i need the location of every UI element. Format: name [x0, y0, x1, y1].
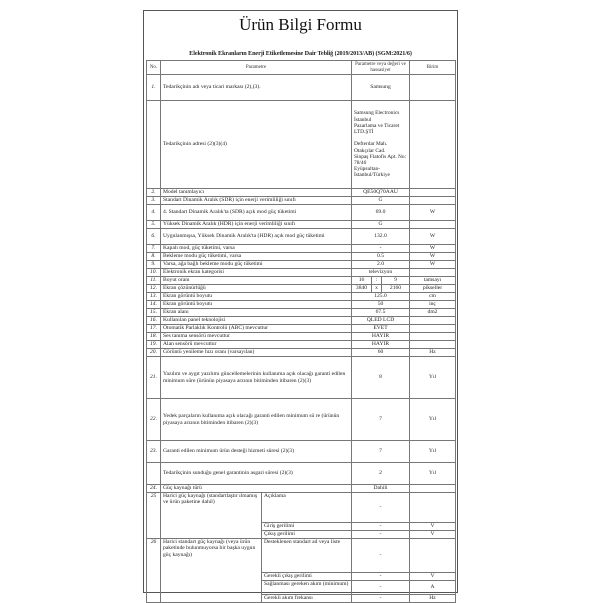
- row-number: 9.: [147, 261, 161, 269]
- row-number: 23.: [147, 441, 161, 463]
- header-unit: Birim: [410, 61, 456, 75]
- row-number: 13.: [147, 293, 161, 301]
- unit: [410, 317, 456, 325]
- unit: W: [410, 245, 456, 253]
- sub-parameter-label: Giriş gerilimi: [262, 523, 352, 531]
- unit: W: [410, 229, 456, 245]
- parameter-value: -: [352, 245, 410, 253]
- sub-parameter-label: Gerekli akım frekansı: [262, 595, 352, 603]
- parameter-label: Elektronik ekran kategorisi: [161, 269, 352, 277]
- address-line: Sinpaş Flatofis Apt. No: 78/46: [354, 153, 407, 166]
- parameter-value: QLED LCD: [352, 317, 410, 325]
- unit: [410, 539, 456, 573]
- row-number: [147, 101, 161, 189]
- parameter-label: Kullanılan panel teknolojisi: [161, 317, 352, 325]
- product-info-sheet: [143, 10, 458, 602]
- parameter-label: Boyut oranı: [161, 277, 352, 285]
- product-info-table: [146, 60, 456, 603]
- parameter-value: Dahili: [352, 485, 410, 493]
- parameter-value: 7: [352, 441, 410, 463]
- row-number: 22.: [147, 399, 161, 441]
- sub-parameter-label: Gerekli çıkış gerilimi: [262, 573, 352, 581]
- parameter-label: Standart Dinamik Aralık (SDR) için enerji verimliliği sınıfı: [161, 197, 352, 205]
- table-row: [147, 189, 456, 197]
- parameter-value: 132.0: [352, 229, 410, 245]
- parameter-label: Ekran görüntü boyutu: [161, 301, 352, 309]
- row-number: 6.: [147, 229, 161, 245]
- parameter-value: HAYIR: [352, 333, 410, 341]
- parameter-value: G: [352, 197, 410, 205]
- parameter-label: Ekran görüntü boyutu: [161, 293, 352, 301]
- sub-parameter-label: Sağlanması gereken akım (minimum): [262, 581, 352, 595]
- table-row: [147, 539, 456, 573]
- parameter-label: 4. Standart Dinamik Aralık'ta (SDR) açık mod güç tüketimi: [161, 205, 352, 221]
- unit: tamsayı: [410, 277, 456, 285]
- row-number: 21.: [147, 357, 161, 399]
- parameter-label: Bekleme modu güç tüketimi, varsa: [161, 253, 352, 261]
- page-title: Ürün Bilgi Formu: [239, 15, 362, 34]
- table-row: [147, 253, 456, 261]
- parameter-value: -: [352, 595, 410, 603]
- parameter-value: 8: [352, 357, 410, 399]
- unit: Yıl: [410, 357, 456, 399]
- unit: [410, 333, 456, 341]
- unit: dm2: [410, 309, 456, 317]
- parameter-value: -: [352, 523, 410, 531]
- parameter-value: 0.5: [352, 253, 410, 261]
- parameter-label: Yedek parçaların kullanıma açık olacağı garanti edilen minimum sü re (ürünün piyasaya arzının bitiminden itibaren (2)(3): [161, 399, 352, 441]
- unit: inç: [410, 301, 456, 309]
- unit: [410, 101, 456, 189]
- parameter-label: Tedarikçinin adı veya ticari markası (2),(3).: [161, 75, 352, 101]
- table-row: [147, 293, 456, 301]
- table-row: [147, 261, 456, 269]
- table-row: [147, 399, 456, 441]
- table-row: [147, 301, 456, 309]
- parameter-value: G: [352, 221, 410, 229]
- parameter-label: Harici güç kaynağı (standartlaştır ılmamış ve ürün paketine dahil): [161, 493, 262, 539]
- row-number: 18.: [147, 333, 161, 341]
- row-number: 10.: [147, 269, 161, 277]
- parameter-label: Harici standart güç kaynağı (veya ürün paketinde bulunmuyorsa bir başka uygun güç kaynağı): [161, 539, 262, 603]
- row-number: 8.: [147, 253, 161, 261]
- unit: [410, 341, 456, 349]
- unit: cm: [410, 293, 456, 301]
- unit: Yıl: [410, 441, 456, 463]
- parameter-label: Ekran alanı: [161, 309, 352, 317]
- parameter-value: HAYIR: [352, 341, 410, 349]
- unit: [410, 75, 456, 101]
- value-separator: x: [372, 285, 382, 293]
- table-row: [147, 341, 456, 349]
- unit: Yıl: [410, 399, 456, 441]
- parameter-label: Varsa, ağa bağlı bekleme modu güç tüketimi: [161, 261, 352, 269]
- parameter-value: 50: [352, 301, 410, 309]
- unit: V: [410, 523, 456, 531]
- sub-parameter-label: Desteklenen standart ad veya liste: [262, 539, 352, 573]
- table-row: [147, 357, 456, 399]
- table-row: [147, 325, 456, 333]
- parameter-value: -: [352, 493, 410, 523]
- parameter-value: 69.0: [352, 205, 410, 221]
- table-row: [147, 493, 456, 523]
- table-row: [147, 317, 456, 325]
- unit: [410, 325, 456, 333]
- parameter-label: Kapalı mod, güç tüketimi, varsa: [161, 245, 352, 253]
- row-number: 7.: [147, 245, 161, 253]
- table-row: [147, 333, 456, 341]
- parameter-value: 125.0: [352, 293, 410, 301]
- row-number: 16.: [147, 317, 161, 325]
- parameter-value: [352, 101, 410, 189]
- parameter-label: Tedarikçinin adresi (2)(3)(4): [161, 101, 352, 189]
- table-row: [147, 245, 456, 253]
- sub-parameter-label: Açıklama: [262, 493, 352, 523]
- unit: [410, 269, 456, 277]
- parameter-value: 2.0: [352, 261, 410, 269]
- row-number: 26: [147, 539, 161, 603]
- address-line: Pazarlama ve Ticaret LTD.ŞTİ: [354, 122, 400, 135]
- regulation-subtitle: Elektronik Ekranların Enerji Etiketlemesine Dair Tebliğ (2019/2013/AB) (SGM:2021/6): [189, 50, 412, 57]
- row-number: 3.: [147, 197, 161, 205]
- table-row: [147, 285, 456, 293]
- row-number: 4.: [147, 205, 161, 221]
- parameter-label: Otomatik Parlaklık Kontrolü (ABC) mevcuttur: [161, 325, 352, 333]
- parameter-value: 60: [352, 349, 410, 357]
- value-separator: :: [372, 277, 382, 285]
- value-part: 9: [382, 277, 410, 285]
- row-number: 20.: [147, 349, 161, 357]
- unit: [410, 197, 456, 205]
- parameter-label: Yazılım ve aygıt yazılımı güncellemelerinin kullanıma açık olacağı garanti edilen minimum süre (ürünün piyasaya arzının bitiminden itibaren (2)(3): [161, 357, 352, 399]
- header-value: Parametre veya değeri ve hassasiyet: [352, 61, 410, 75]
- row-number: 24.: [147, 485, 161, 493]
- table-row: [147, 75, 456, 101]
- parameter-value: QE50Q70AAU: [352, 189, 410, 197]
- table-row: [147, 221, 456, 229]
- unit: [410, 493, 456, 523]
- parameter-label: Garanti edilen minimum ürün desteği hizmeti süresi (2)(3): [161, 441, 352, 463]
- unit: Hz: [410, 595, 456, 603]
- unit: [410, 189, 456, 197]
- row-number: [147, 463, 161, 485]
- parameter-label: Görüntü yenileme hızı oranı (varsayılan): [161, 349, 352, 357]
- parameter-label: Ses tanıma sensörü mevcuttur: [161, 333, 352, 341]
- unit: [410, 485, 456, 493]
- sub-parameter-label: Çıkış gerilimi: [262, 531, 352, 539]
- table-row: [147, 441, 456, 463]
- parameter-label: Yüksek Dinamik Aralık (HDR) için enerji verimliliği sınıfı: [161, 221, 352, 229]
- table-row: [147, 229, 456, 245]
- parameter-label: Ekran çözünürlüğü: [161, 285, 352, 293]
- table-row: [147, 463, 456, 485]
- parameter-value: Samsung: [352, 75, 410, 101]
- unit: W: [410, 253, 456, 261]
- address-line: Eyüpsultan-İstanbul/Türkiye: [354, 166, 390, 179]
- table-row: [147, 269, 456, 277]
- parameter-value: EVET: [352, 325, 410, 333]
- header-no: No.: [147, 61, 161, 75]
- unit: Hz: [410, 349, 456, 357]
- parameter-value: -: [352, 573, 410, 581]
- parameter-value: -: [352, 581, 410, 595]
- row-number: 19.: [147, 341, 161, 349]
- header-parameter: Parametre: [161, 61, 352, 75]
- row-number: 25: [147, 493, 161, 539]
- parameter-value: 2: [352, 463, 410, 485]
- unit: pikseller: [410, 285, 456, 293]
- row-number: 5.: [147, 221, 161, 229]
- table-row: [147, 61, 456, 75]
- unit: A: [410, 581, 456, 595]
- table-row: [147, 349, 456, 357]
- row-number: 2.: [147, 189, 161, 197]
- table-row: [147, 101, 456, 189]
- address-line: Defterdar Mah. Otakçılar Cad.: [354, 141, 388, 154]
- value-part: 3840: [352, 285, 372, 293]
- row-number: 14.: [147, 301, 161, 309]
- table-row: [147, 485, 456, 493]
- row-number: 17.: [147, 325, 161, 333]
- row-number: 1.: [147, 75, 161, 101]
- table-row: [147, 205, 456, 221]
- table-row: [147, 309, 456, 317]
- parameter-value: -: [352, 539, 410, 573]
- table-row: [147, 197, 456, 205]
- table-row: [147, 277, 456, 285]
- unit: W: [410, 205, 456, 221]
- row-number: 11.: [147, 277, 161, 285]
- row-number: 15.: [147, 309, 161, 317]
- parameter-label: Tedarikçinin sunduğu genel garantinin asgari süresi (2)(3): [161, 463, 352, 485]
- unit: [410, 221, 456, 229]
- parameter-value: televizyon: [352, 269, 410, 277]
- value-part: 16: [352, 277, 372, 285]
- value-part: 2160: [382, 285, 410, 293]
- parameter-label: Alan sensörü mevcuttur: [161, 341, 352, 349]
- parameter-value: -: [352, 531, 410, 539]
- parameter-label: Uygulanmışsa, Yüksek Dinamik Aralık'ta (HDR) açık mod güç tüketimi: [161, 229, 352, 245]
- parameter-label: Güç kaynağı türü: [161, 485, 352, 493]
- unit: V: [410, 531, 456, 539]
- parameter-label: Model tanımlayıcı: [161, 189, 352, 197]
- row-number: 12.: [147, 285, 161, 293]
- unit: Yıl: [410, 463, 456, 485]
- parameter-value: 67.5: [352, 309, 410, 317]
- unit: V: [410, 573, 456, 581]
- unit: W: [410, 261, 456, 269]
- parameter-value: 7: [352, 399, 410, 441]
- address-line: Samsung Electronics İstanbul: [354, 110, 400, 123]
